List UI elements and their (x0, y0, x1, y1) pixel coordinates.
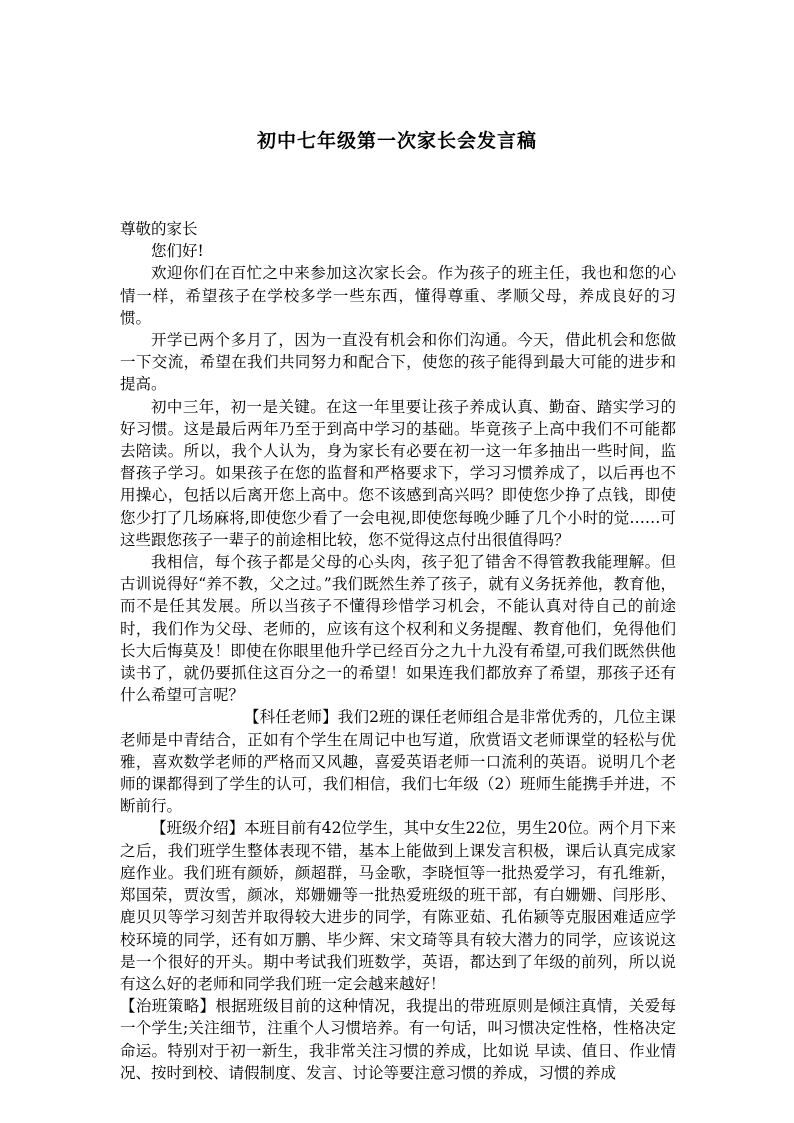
paragraph-communication: 开学已两个多月了，因为一直没有机会和你们沟通。今天，借此机会和您做一下交流，希望在我们共同努力和配合下，使您的孩子能得到最大可能的进步和提高。 (120, 331, 676, 394)
document-title: 初中七年级第一次家长会发言稿 (256, 130, 537, 152)
paragraph-welcome: 欢迎你们在百忙之中来参加这次家长会。作为孩子的班主任，我也和您的心情一样，希望孩子在学校多学一些东西，懂得尊重、孝顺父母，养成良好的习惯。 (120, 264, 676, 327)
salutation: 尊敬的家长 (120, 220, 198, 238)
document-body (120, 218, 676, 1084)
paragraph-first-year-key: 初中三年，初一是关键。在这一年里要让孩子养成认真、勤奋、踏实学习的好习惯。这是最后两年乃至于到高中学习的基础。毕竟孩子上高中我们不可能都去陪读。所以，我个人认为，身为家长有必要在初一这一年多抽出一些时间，监督孩子学习。如果孩子在您的监督和严格要求下，学习习惯养成了，以后再也不用操心，包括以后离开您上高中。您不该感到高兴吗？即使您少挣了点钱，即使您少打了几场麻将,即使您少看了一会电视,即使您每晚少睡了几个小时的觉……可这些跟您孩子一辈子的前途相比较，您不觉得这点付出很值得吗？ (120, 397, 676, 549)
paragraph-class-introduction: 【班级介绍】本班目前有42位学生，其中女生22位，男生20位。两个月下来之后，我们班学生整体表现不错，基本上能做到上课发言积极，课后认真完成家庭作业。我们班有颜娇，颜超群，马金歌，李晓恒等一批热爱学习，有孔维新，郑国荣，贾汝雪，颜冰，郑姗姗等一批热爱班级的班干部，有白姗姗、闫彤彤、鹿贝贝等学习刻苦并取得较大进步的同学，有陈亚茹、孔佑颍等克服困难适应学校环境的同学，还有如万鹏、毕少辉、宋文琦等具有较大潜力的同学，应该说这是一个很好的开头。期中考试我们班数学，英语，都达到了年级的前列，所以说有这么好的老师和同学我们班一定会越来越好！ (120, 819, 676, 993)
paragraph-education: 我相信，每个孩子都是父母的心头肉，孩子犯了错舍不得管教我能理解。但古训说得好“养不教，父之过。”我们既然生养了孩子，就有义务抚养他，教育他，而不是任其发展。所以当孩子不懂得珍惜学习机会，不能认真对待自己的前途时，我们作为父母、老师的，应该有这个权利和义务提醒、教育他们，免得他们长大后悔莫及！即使在你眼里他升学已经百分之九十九没有希望,可我们既然供他读书了，就仍要抓住这百分之一的希望！如果连我们都放弃了希望，那孩子还有什么希望可言呢？ (120, 553, 676, 705)
paragraph-class-strategy: 【治班策略】根据班级目前的这种情况，我提出的带班原则是倾注真情，关爱每一个学生;关注细节，注重个人习惯培养。有一句话，叫习惯决定性格，性格决定命运。特别对于初一新生，我非常关注习惯的养成，比如说 早读、值日、作业情况、按时到校、请假制度、发言、讨论等要注意习惯的养成，习惯的养成 (120, 997, 676, 1082)
paragraph-subject-teachers: 【科任老师】我们2班的课任老师组合是非常优秀的，几位主课老师是中青结合，正如有个学生在周记中也写道，欣赏语文老师课堂的轻松与优雅，喜欢数学老师的严格而又风趣，喜爱英语老师一口流利的英语。说明几个老师的课都得到了学生的认可，我们相信，我们七年级（2）班师生能携手并进，不断前行。 (120, 708, 676, 816)
greeting: 您们好! (151, 242, 204, 261)
